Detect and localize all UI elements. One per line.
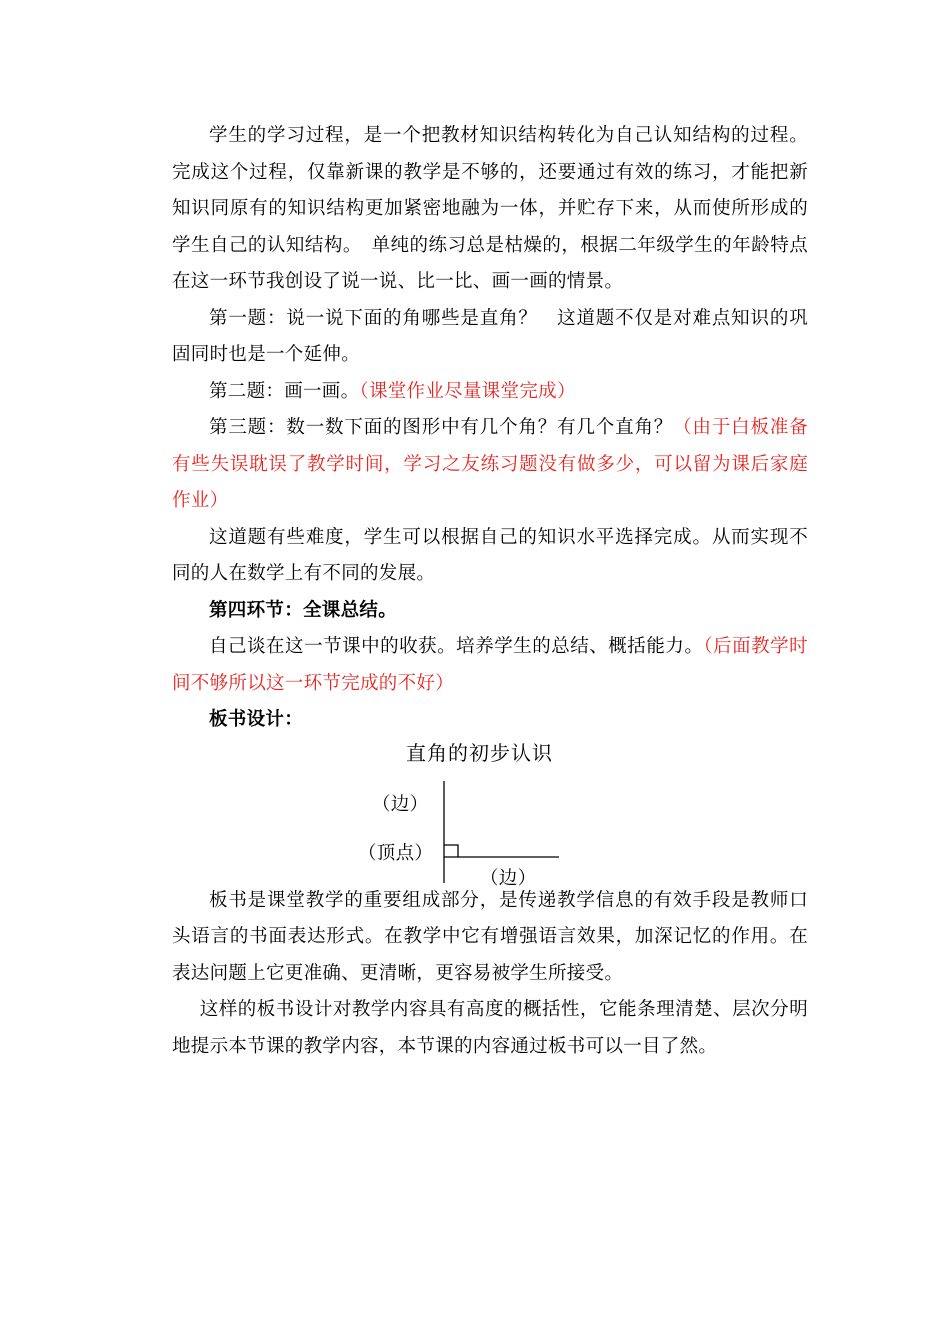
paragraph-text: 学生的学习过程，是一个把教材知识结构转化为自己认知结构的过程。完成这个过程，仅靠新课的教学是不够的，还要通过有效的练习，才能把新知识同原有的知识结构更加紧密地融为一体，并贮存下来，从而使所形成的学生自己的认知结构。 单纯的练习总是枯燥的，根据二年级学生的年龄特点在这一环节我创设了说一说、比一比、画一画的情景。 xyxy=(172,125,808,292)
board-design-diagram xyxy=(172,739,808,887)
document-body xyxy=(172,118,808,1065)
paragraph-board-conclusion xyxy=(172,992,808,1065)
paragraph-text: 板书是课堂教学的重要组成部分，是传递教学信息的有效手段是教师口头语言的书面表达形式。在教学中它有增强语言效果，加深记忆的作用。在表达问题上它更准确、更清晰，更容易被学生所接受。 xyxy=(172,889,808,984)
paragraph-text: 自己谈在这一节课中的收获。培养学生的总结、概括能力。 xyxy=(209,636,704,657)
right-angle-marker xyxy=(444,845,458,857)
board-title: 直角的初步认识 xyxy=(406,740,553,765)
section-heading-board-design xyxy=(172,702,808,739)
paragraph-text: 第三题：数一数下面的图形中有几个角？有几个直角？ xyxy=(209,417,674,438)
paragraph-exercise-two xyxy=(172,374,808,411)
red-annotation: （由于白板准备有些失误耽误了教学时间，学习之友练习题没有做多少，可以留为课后家庭作业） xyxy=(172,417,808,511)
right-angle-figure xyxy=(172,739,808,887)
paragraph-difficulty xyxy=(172,520,808,593)
paragraph-summary xyxy=(172,629,808,702)
red-annotation: （后面教学时间不够所以这一环节完成的不好） xyxy=(172,636,808,694)
paragraph-text: 这道题有些难度，学生可以根据自己的知识水平选择完成。从而实现不同的人在数学上有不同的发展。 xyxy=(172,526,808,584)
heading-text: 板书设计： xyxy=(209,709,304,730)
paragraph-exercise-three xyxy=(172,410,808,520)
paragraph-exercise-one xyxy=(172,301,808,374)
label-vertex: （顶点） xyxy=(358,842,434,864)
label-side-bottom: （边） xyxy=(480,867,537,889)
paragraph-practice-intro xyxy=(172,118,808,301)
paragraph-text: 第二题：画一画。 xyxy=(209,380,360,402)
paragraph-text: 第一题：说一说下面的角哪些是直角？ 这道题不仅是对难点知识的巩固同时也是一个延伸。 xyxy=(172,307,808,365)
paragraph-board-importance xyxy=(172,883,808,993)
section-heading-summary xyxy=(172,593,808,630)
red-annotation: （课堂作业尽量课堂完成） xyxy=(359,380,576,402)
heading-text: 第四环节：全课总结。 xyxy=(209,599,398,621)
label-side-top: （边） xyxy=(372,793,429,815)
paragraph-text: 这样的板书设计对教学内容具有高度的概括性，它能条理清楚、层次分明地提示本节课的教学内容，本节课的内容通过板书可以一目了然。 xyxy=(172,999,808,1057)
